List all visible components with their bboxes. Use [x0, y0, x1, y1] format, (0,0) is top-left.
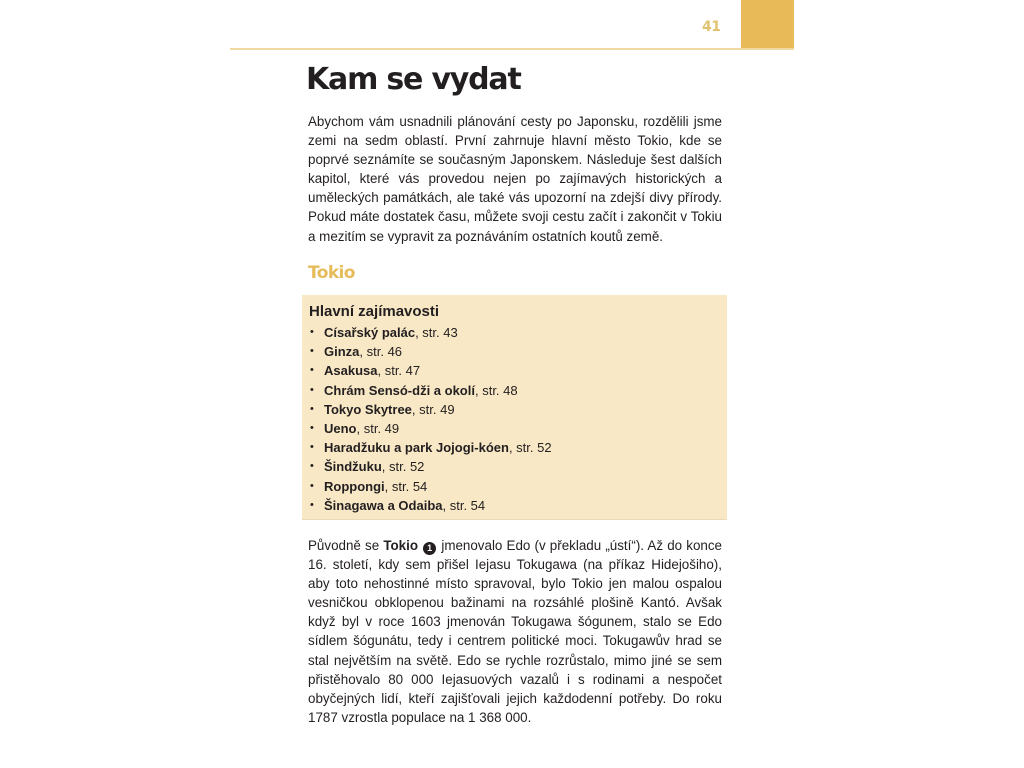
list-item [309, 477, 727, 496]
highlight-name: Chrám Sensó-dži a okolí [324, 382, 475, 398]
highlight-page-ref: , str. 43 [415, 325, 458, 340]
bullet-icon: • [310, 364, 314, 377]
highlight-name: Šindžuku [324, 459, 382, 475]
main-paragraph-prefix: Původně se [308, 538, 384, 553]
highlight-page-ref: , str. 47 [377, 363, 421, 379]
list-item [309, 342, 727, 361]
bullet-icon: • [310, 326, 314, 338]
highlight-name: Ginza [324, 344, 360, 360]
list-item [309, 361, 727, 380]
list-item [309, 496, 727, 515]
highlights-title: Hlavní zajímavosti [309, 303, 440, 320]
highlight-page-ref: , str. 54 [442, 497, 486, 513]
highlight-page-ref: , str. 48 [474, 382, 518, 398]
highlight-name: Haradžuku a park Jojogi-kóen [324, 440, 509, 456]
highlight-page-ref: , str. 52 [381, 459, 425, 475]
intro-paragraph: Abychom vám usnadnili plánování cesty po Japonsku, rozdělili jsme zemi na sedm oblastí. První zahrnuje hlavní město Tokio, kde se poprvé seznámíte se současným Japonskem. Následuje šest dalších kapitol, které vás provedou nejen po zajímavých historických a uměleckých památkách, ale také vás upozorní na zdejší divy přírody. Pokud máte dostatek času, můžete svoji cestu začít i zakončit v Tokiu a mezitím se vypravit za poznáváním ostatních koutů země. [308, 114, 722, 244]
list-item [309, 323, 727, 342]
highlight-page-ref: , str. 46 [359, 344, 403, 360]
highlight-page-ref: , str. 52 [508, 440, 552, 456]
bullet-icon: • [310, 498, 314, 511]
highlight-page-ref: , str. 49 [411, 401, 455, 417]
list-item [309, 457, 727, 476]
main-paragraph [308, 536, 722, 727]
highlight-name: Ueno [324, 421, 357, 437]
list-item [309, 438, 727, 457]
highlight-name: Císařský palác [324, 325, 416, 340]
list-item [309, 419, 727, 438]
section-heading-tokio: Tokio [308, 263, 355, 283]
highlight-page-ref: , str. 54 [384, 478, 428, 494]
highlight-name: Šinagawa a Odaiba [324, 497, 443, 513]
page-corner-tab [741, 0, 794, 48]
highlights-list [309, 323, 727, 515]
header-rule [230, 48, 794, 50]
page-number: 41 [702, 19, 721, 35]
bullet-icon: • [310, 422, 314, 435]
main-paragraph-body: jmenovalo Edo (v překladu „ústí“). Až do konce 16. století, kdy sem přišel Iejasu Tokugawa (na příkaz Hidejošiho), aby toto nehostinné místo spravoval, bylo Tokio jen malou ospalou vesničkou obklopenou bažinami na rozsáhlé plošině Kantó. Avšak když byl v roce 1603 jmenován Tokugawa šógunem, stalo se Edo sídlem šógunátu, tedy i centrem politické moci. Tokugawův hrad se stal největším na světě. Edo se rychle rozrůstalo, mimo jiné se sem přistěhovalo 80 000 Iejasuových vazalů i s rodinami a nespočet obyčejných lidí, kteří zajišťovali jejich každodenní potřeby. Do roku 1787 vzrostla populace na 1 368 000. [308, 538, 722, 725]
list-item [309, 400, 727, 419]
bullet-icon: • [310, 402, 314, 415]
bullet-icon: • [310, 460, 314, 473]
bold-term-tokio: Tokio [383, 538, 419, 553]
bullet-icon: • [310, 479, 314, 492]
list-item [309, 381, 727, 400]
highlights-box [302, 295, 727, 520]
map-marker-number-icon: 1 [423, 542, 436, 555]
bullet-icon: • [310, 441, 314, 454]
page-title: Kam se vydat [306, 62, 521, 97]
highlight-name: Tokyo Skytree [324, 401, 412, 417]
highlight-name: Roppongi [324, 478, 385, 494]
highlight-name: Asakusa [324, 363, 378, 379]
bullet-icon: • [310, 383, 314, 396]
highlight-page-ref: , str. 49 [356, 421, 400, 437]
bullet-icon: • [310, 345, 314, 358]
